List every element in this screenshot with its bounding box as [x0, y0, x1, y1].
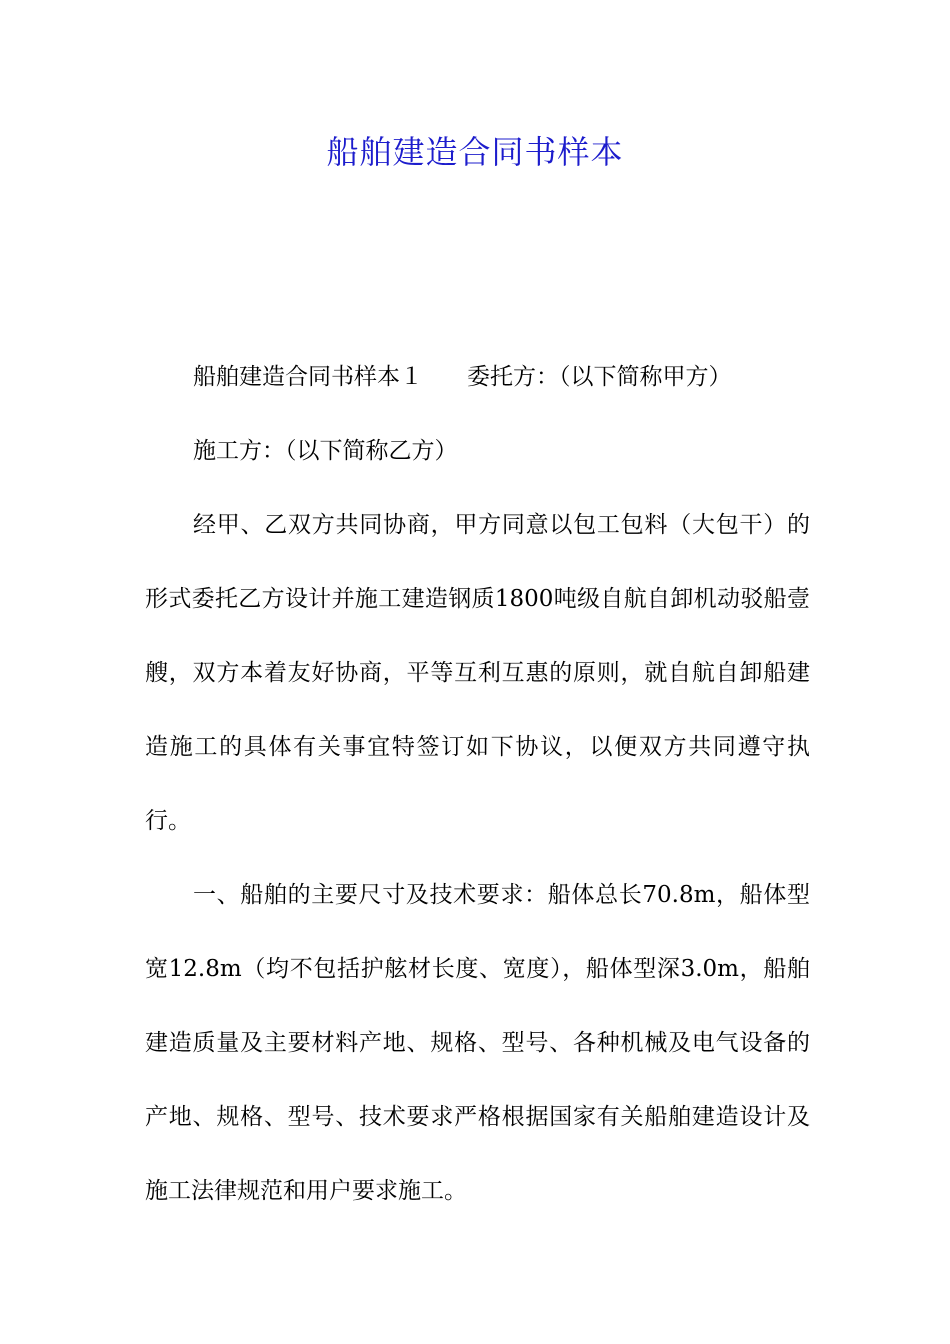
- contractor-label: 施工方：（以下简称乙方）: [193, 438, 458, 464]
- intro-line: [145, 340, 810, 414]
- client-label: 委托方：（以下简称甲方）: [467, 364, 732, 390]
- intro-heading: 船舶建造合同书样本１: [193, 364, 423, 390]
- paragraph-2: 一、船舶的主要尺寸及技术要求：船体总长70.8m，船体型宽12.8m（均不包括护舷材长度、宽度），船体型深3.0m，船舶建造质量及主要材料产地、规格、型号、各种机械及电气设备的产地、规格、型号、技术要求严格根据国家有关船舶建造设计及施工法律规范和用户要求施工。: [145, 882, 810, 1204]
- document-body: [145, 340, 810, 1228]
- paragraph-1: 经甲、乙双方共同协商，甲方同意以包工包料（大包干）的形式委托乙方设计并施工建造钢质1800吨级自航自卸机动驳船壹艘，双方本着友好协商，平等互利互惠的原则，就自航自卸船建造施工的具体有关事宜特签订如下协议，以便双方共同遵守执行。: [145, 512, 810, 834]
- document-title: 船舶建造合同书样本: [326, 133, 624, 171]
